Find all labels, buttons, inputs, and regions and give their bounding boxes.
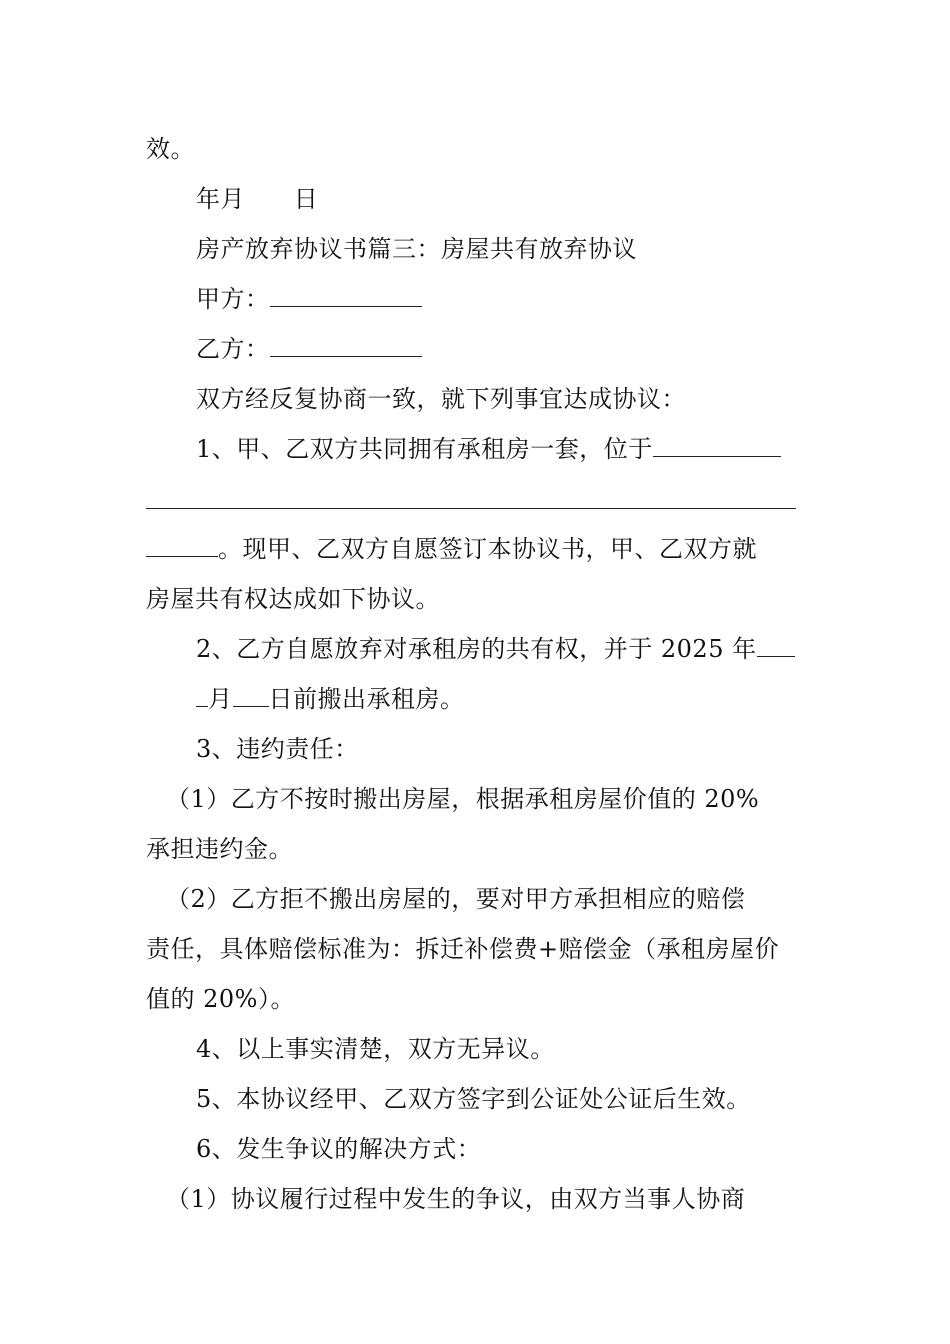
address-blank-end — [146, 536, 218, 557]
clause-6-heading: 6、发生争议的解决方式： — [196, 1135, 482, 1163]
clause-2-cont-text: 日前搬出承租房。 — [268, 685, 465, 713]
section-title: 房产放弃协议书篇三：房屋共有放弃协议 — [196, 235, 637, 263]
text-line: 责任，具体赔偿标准为：拆迁补偿费+赔偿金（承租房屋价 — [146, 935, 780, 963]
party-b-blank — [270, 336, 422, 357]
clause-1-cont-text: 。现甲、乙双方自愿签订本协议书，甲、乙双方就 — [218, 535, 757, 563]
clause-2-line — [196, 634, 795, 664]
clause-2-text: 2、乙方自愿放弃对承租房的共有权，并于 2025 年 — [196, 635, 757, 663]
date-line: 年月 日 — [196, 185, 319, 213]
text-line: 双方经反复协商一致，就下列事宜达成协议： — [196, 385, 686, 413]
text-line: 效。 — [146, 135, 195, 163]
clause-1-text: 1、甲、乙双方共同拥有承租房一套，位于 — [196, 435, 653, 463]
text-line: 值的 20%）。 — [146, 985, 295, 1013]
party-a-line — [196, 284, 422, 314]
address-blank-line — [146, 508, 796, 509]
text-line: 承担违约金。 — [146, 835, 293, 863]
clause-3-heading: 3、违约责任： — [196, 735, 359, 763]
month-blank-start — [757, 636, 795, 657]
month-blank-end — [196, 686, 208, 707]
clause-2-cont-line — [196, 684, 465, 714]
day-blank — [233, 686, 269, 707]
month-label: 月 — [208, 685, 233, 713]
clause-4-line: 4、以上事实清楚，双方无异议。 — [196, 1035, 555, 1063]
clause-5-line: 5、本协议经甲、乙双方签字到公证处公证后生效。 — [196, 1085, 751, 1113]
clause-1-cont-line — [146, 534, 757, 564]
party-b-line — [196, 334, 422, 364]
party-b-label: 乙方： — [196, 335, 270, 363]
text-line: （1）协议履行过程中发生的争议，由双方当事人协商 — [166, 1185, 746, 1213]
text-line: 房屋共有权达成如下协议。 — [146, 585, 440, 613]
clause-1-line — [196, 434, 781, 464]
text-line: （2）乙方拒不搬出房屋的，要对甲方承担相应的赔偿 — [166, 885, 746, 913]
party-a-label: 甲方： — [196, 285, 270, 313]
address-blank — [653, 436, 781, 457]
party-a-blank — [270, 286, 422, 307]
text-line: （1）乙方不按时搬出房屋，根据承租房屋价值的 20% — [166, 785, 760, 813]
